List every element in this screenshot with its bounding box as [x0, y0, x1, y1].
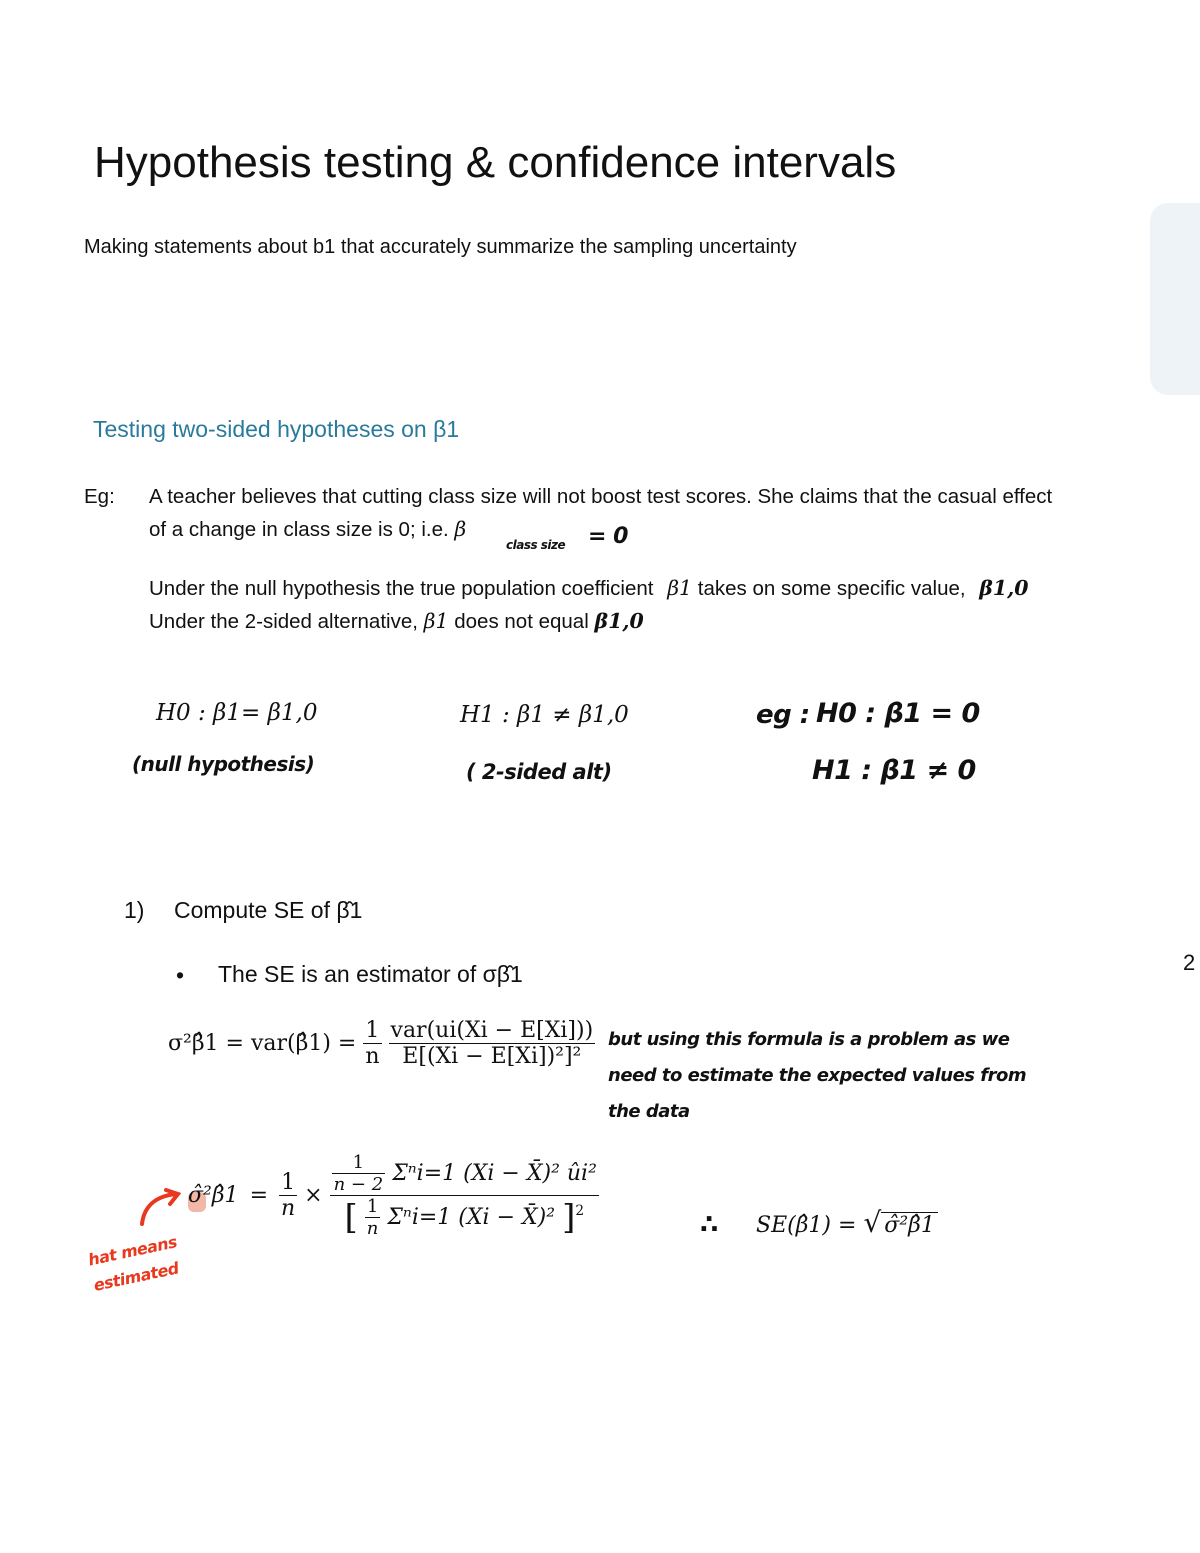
null-line-beta10: β1,0	[979, 576, 1029, 600]
alternative-hypothesis-formula: H1 : β1 ≠ β1,0	[460, 702, 629, 728]
one-over-n-numerator: 1	[279, 1170, 297, 1196]
one-over-n	[279, 1170, 297, 1221]
null-line-beta: β1	[667, 576, 693, 600]
step-number: 1)	[124, 897, 145, 923]
alt-line-beta: β1	[423, 609, 449, 633]
beta-symbol: β	[454, 517, 467, 541]
times-sign: ×	[304, 1183, 323, 1208]
null-hypothesis-note: (null hypothesis)	[132, 752, 315, 776]
variance-denominator: E[(Xi − E[Xi])²]²	[402, 1044, 582, 1069]
inner-numerator: 1	[332, 1152, 386, 1174]
bullet-point: •	[176, 962, 185, 988]
example-label-eg: eg :	[756, 700, 810, 730]
variance-formula	[168, 1018, 595, 1069]
standard-error-lhs: SE(β̂1) =	[756, 1213, 857, 1238]
handwritten-equals-zero: = 0	[588, 524, 628, 549]
main-denominator: [ $\frac{1}{n}$ Σⁿi=1 (Xi − X̄)² ]$^2$	[344, 1196, 584, 1239]
equals-sign: =	[249, 1183, 268, 1208]
example-line-2	[149, 517, 466, 542]
denominator-sum: Σⁿi=1 (Xi − X̄)²	[387, 1205, 556, 1230]
estimated-variance-lhs: σ̂²β̂1	[188, 1183, 239, 1208]
handwritten-formula-note: but using this formula is a problem as we need to estimate the expected values from the data	[608, 1029, 1027, 1122]
variance-formula-lhs: σ²β̂1 = var(β̂1) =	[168, 1031, 357, 1056]
example-line-1: A teacher believes that cutting class size will not boost test scores. She claims that the casual effect	[149, 485, 1053, 508]
section-heading: Testing two-sided hypotheses on β1	[93, 416, 460, 442]
therefore-symbol: ∴	[700, 1210, 718, 1240]
alternative-hypothesis-note: ( 2-sided alt)	[466, 760, 612, 784]
one-over-n-denominator: n	[281, 1196, 296, 1221]
numerator-sum: Σⁿi=1 (Xi − X̄)² ûi²	[392, 1161, 597, 1186]
example-label: Eg:	[84, 485, 115, 508]
red-annotation: hat means estimated	[86, 1232, 181, 1295]
page-subtitle: Making statements about b1 that accurately summarize the sampling uncertainty	[84, 236, 797, 258]
denominator-power: 2	[575, 1203, 584, 1220]
inner-denominator: n − 2	[333, 1174, 384, 1195]
side-panel-tab[interactable]	[1150, 203, 1200, 395]
null-hypothesis-line	[149, 576, 1029, 601]
alt-line-prefix: Under the 2-sided alternative,	[149, 610, 418, 633]
alternative-hypothesis-line	[149, 609, 644, 634]
standard-error-root: σ̂²β̂1	[881, 1212, 938, 1238]
inner-fraction	[332, 1152, 386, 1195]
page-number: 2	[1183, 950, 1196, 975]
coefficient-numerator: 1	[363, 1018, 381, 1044]
null-line-prefix: Under the null hypothesis the true population coefficient	[149, 577, 654, 600]
null-line-mid: takes on some specific value,	[697, 577, 966, 600]
coefficient-fraction	[363, 1018, 381, 1069]
variance-fraction	[389, 1018, 596, 1069]
example-h1: H1 : β1 ≠ 0	[812, 755, 976, 786]
estimated-variance-formula	[188, 1152, 599, 1239]
coefficient-denominator: n	[365, 1044, 380, 1069]
main-fraction	[330, 1152, 599, 1239]
example-h0: H0 : β1 = 0	[816, 698, 980, 729]
denominator-inner-denominator: n	[366, 1218, 379, 1239]
page-title: Hypothesis testing & confidence intervals	[94, 138, 897, 187]
example-line-2-text: of a change in class size is 0; i.e.	[149, 518, 449, 541]
alt-line-mid: does not equal	[454, 610, 589, 633]
bullet-text: The SE is an estimator of σβ̂1	[218, 961, 523, 987]
denominator-inner-fraction	[365, 1196, 381, 1239]
red-arrow-icon	[136, 1188, 186, 1228]
handwritten-class-size: class size	[506, 538, 566, 552]
null-hypothesis-formula: H0 : β1= β1,0	[156, 700, 318, 726]
standard-error-formula: SE(β̂1) = √ σ̂²β̂1	[756, 1206, 938, 1239]
variance-numerator: var(ui(Xi − E[Xi]))	[390, 1018, 594, 1043]
denominator-inner-numerator: 1	[365, 1196, 381, 1218]
alt-line-beta10: β1,0	[594, 609, 644, 633]
main-numerator	[330, 1152, 599, 1196]
step-label: Compute SE of β̂1	[174, 897, 363, 923]
